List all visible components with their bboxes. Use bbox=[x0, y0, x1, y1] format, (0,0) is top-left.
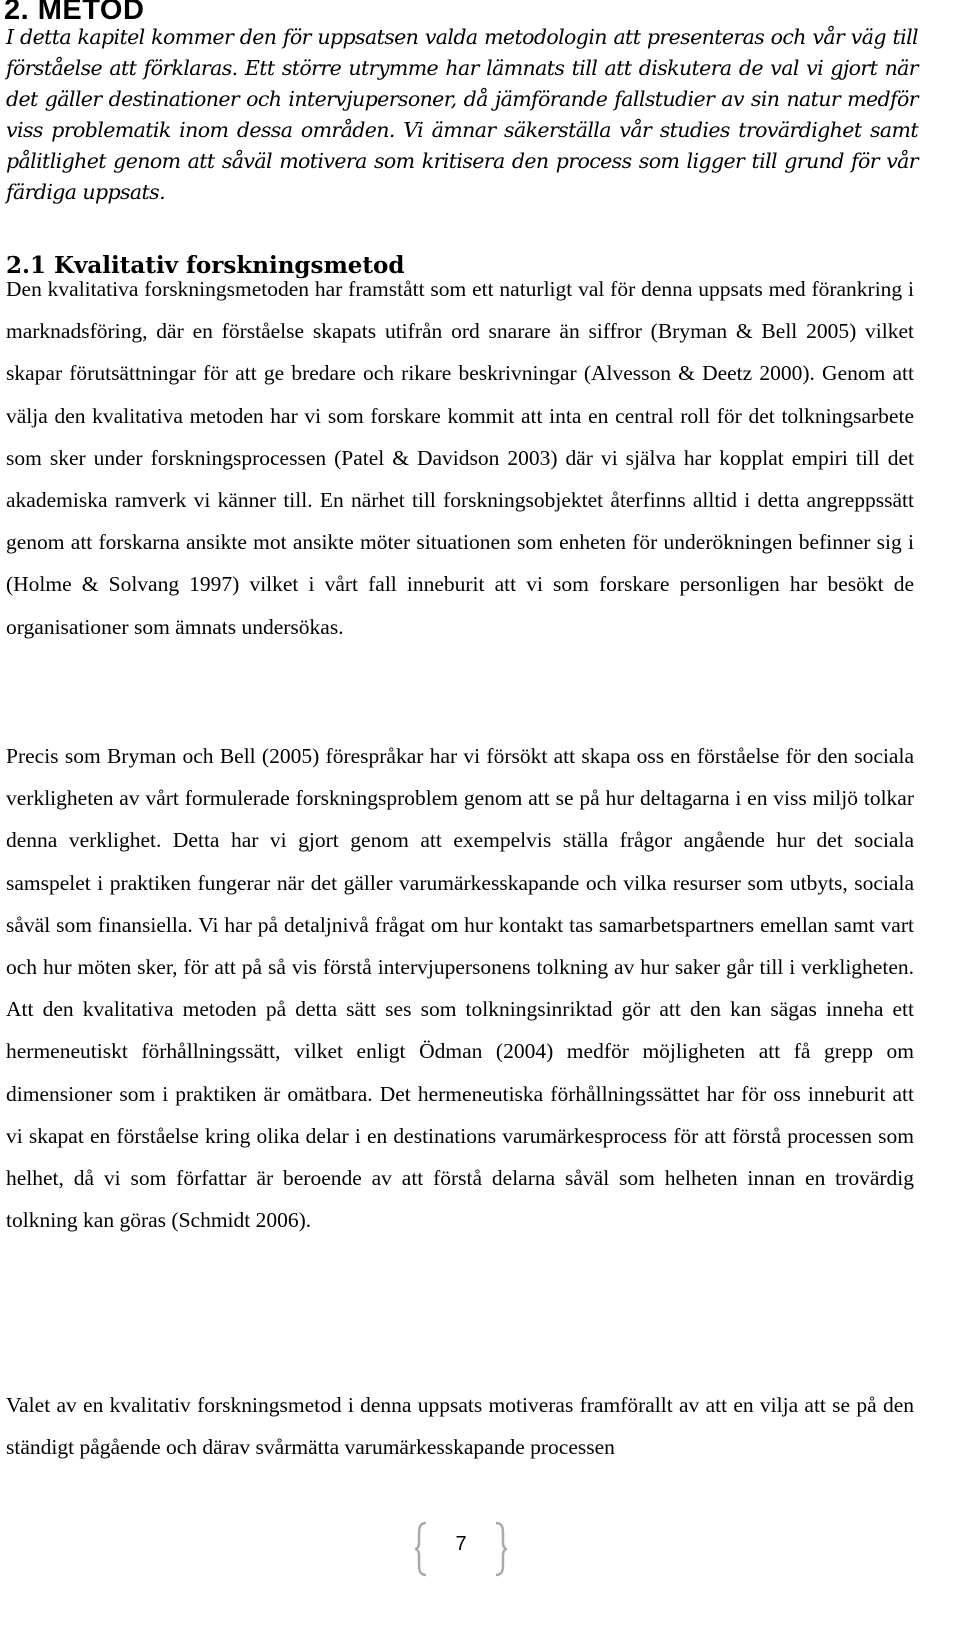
body-paragraph: Den kvalitativa forskningsmetoden har framstått som ett naturligt val för denna uppsats med förankring i marknadsföring, där en förståelse skapats utifrån ord snarare än siffror (Bryman & Bell 2005) vilket skapar förutsättningar för att ge bredare och rikare beskrivningar (Alvesson & Deetz 2000). Genom att välja den kvalitativa metoden har vi som forskare kommit att inta en central roll för det tolkningsarbete som sker under forskningsprocessen (Patel & Davidson 2003) där vi själva har kopplat empiri till det akademiska ramverk vi känner till. En närhet till forskningsobjektet återfinns alltid i detta angreppssätt genom att forskarna ansikte mot ansikte möter situationen som enheten för underökningen befinner sig i (Holme & Solvang 1997) vilket i vårt fall inneburit att vi som forskare personligen har besökt de organisationer som ämnats undersökas. bbox=[6, 277, 914, 639]
page-number: 7 bbox=[455, 1533, 467, 1555]
section-heading: 2.1 Kvalitativ forskningsmetod bbox=[6, 252, 405, 279]
body-paragraph: Precis som Bryman och Bell (2005) förespråkar har vi försökt att skapa oss en förståelse för den sociala verkligheten av vårt formulerade forskningsproblem genom att se på hur deltagarna i en viss miljö tolkar denna verklighet. Detta har vi gjort genom att exempelvis ställa frågor angående hur det sociala samspelet i praktiken fungerar när det gäller varumärkesskapande och vilka resurser som utbyts, sociala såväl som finansiella. Vi har på detaljnivå frågat om hur kontakt tas samarbetspartners emellan samt vart och hur möten sker, för att på så vis förstå intervjupersonens tolkning av hur saker går till i verkligheten. Att den kvalitativa metoden på detta sätt ses som tolkningsinriktad gör att den kan sägas inneha ett hermeneutiskt förhållningssätt, vilket enligt Ödman (2004) medför möjligheten att få grepp om dimensioner som i praktiken är omätbara. Det hermeneutiska förhållningssättet har för oss inneburit att vi skapat en förståelse kring olika delar i en destinations varumärkesprocess för att förstå processen som helhet, då vi som författar är beroende av att förstå delarna såväl som helheten innan en trovärdig tolkning kan göras (Schmidt 2006). bbox=[6, 744, 914, 1233]
chapter-title: 2. METOD bbox=[4, 0, 145, 26]
page-footer bbox=[415, 1519, 507, 1579]
body-paragraph: Valet av en kvalitativ forskningsmetod i denna uppsats motiveras framförallt av att en vilja att se på den ständigt pågående och därav svårmätta varumärkesskapande processen bbox=[6, 1393, 914, 1460]
chapter-intro: I detta kapitel kommer den för uppsatsen valda metodologin att presenteras och vår väg till förståelse att förklaras. Ett större utrymme har lämnats till att diskutera de val vi gjort när det gäller destinationer och intervjupersoner, då jämförande fallstudier av sin natur medför viss problematik inom dessa områden. Vi ämnar säkerställa vår studies trovärdighet samt pålitlighet genom att såväl motivera som kritisera den process som ligger till grund för vår färdiga uppsats. bbox=[6, 25, 918, 204]
